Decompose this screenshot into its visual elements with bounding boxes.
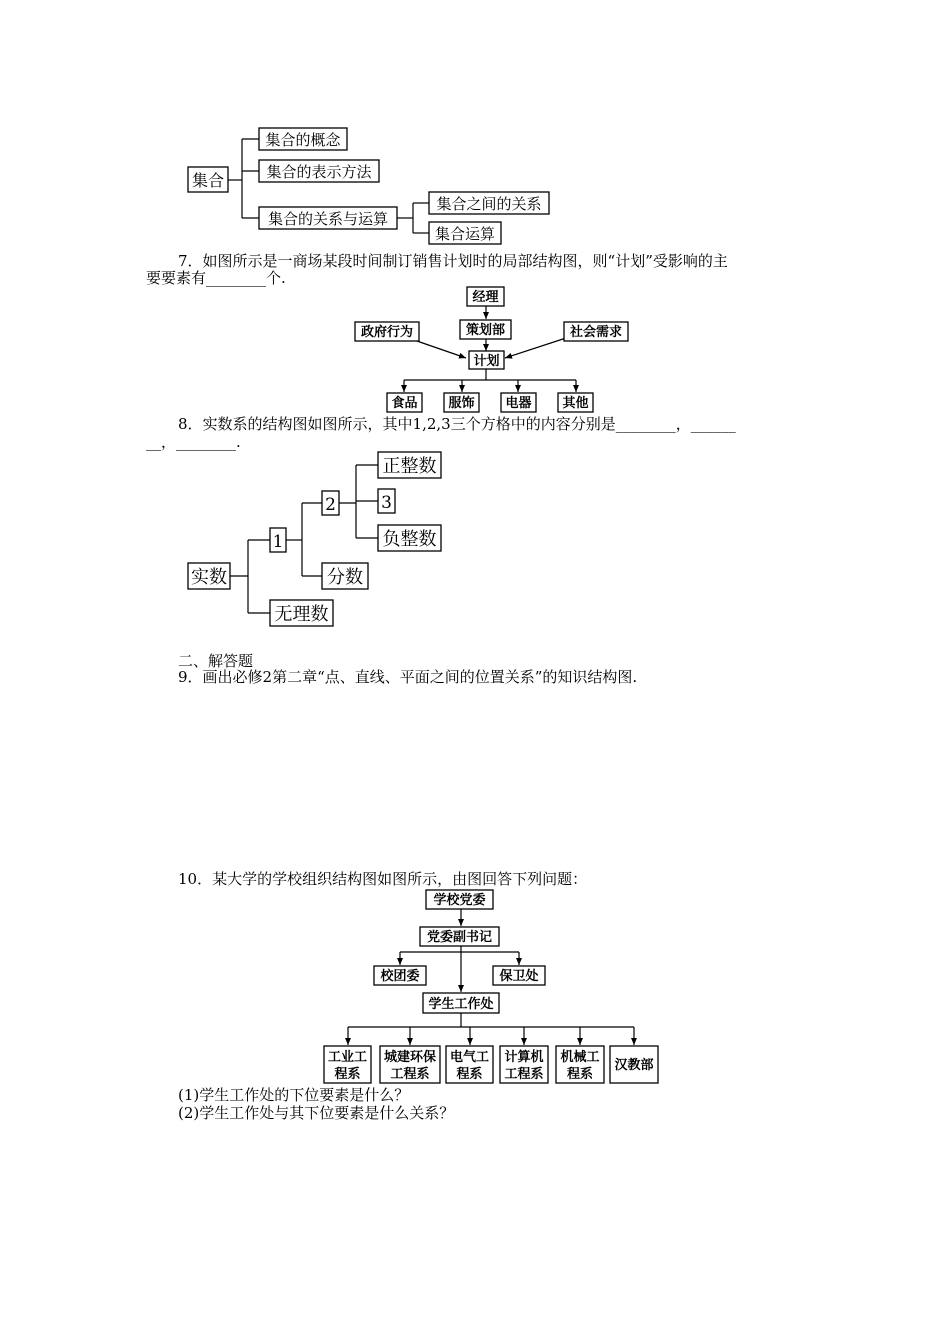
q10-node-deputy-secretary: 党委副书记 [426,930,493,945]
q7-node-manager: 经理 [472,290,499,305]
sets-relations-label: 集合之间的关系 [436,195,542,213]
q10-dept1-line2: 程系 [334,1067,361,1082]
q10-sub1: (1)学生工作处的下位要素是什么？ [178,1086,410,1104]
q10-node-security: 保卫处 [499,969,539,984]
q10-dept6-label: 汉教部 [614,1058,654,1073]
q7-node-plan: 计划 [473,354,500,369]
q10-node-student-affairs: 学生工作处 [428,997,494,1012]
q7-node-planning-dept: 策划部 [465,323,506,338]
q10-dept4-line1: 计算机 [504,1050,544,1065]
q7-node-social-demand: 社会需求 [569,325,623,340]
q7-node-appliances: 电器 [505,396,532,411]
q8-node-irrational: 无理数 [274,604,329,625]
q8-text-line1: 8．实数系的结构图如图所示，其中1,2,3三个方格中的内容分别是________，______ [178,415,736,433]
q8-text-line2: __，________. [146,433,241,451]
q8-node-box1: 1 [272,532,284,552]
q10-dept5-line1: 机械工 [560,1050,600,1065]
q10-intro: 10．某大学的学校组织结构图如图所示，由图回答下列问题： [178,870,588,888]
q8-node-real: 实数 [191,567,227,588]
q8-node-fraction: 分数 [327,567,363,588]
q10-node-party-committee: 学校党委 [433,893,486,908]
q10-dept3-line2: 程系 [456,1067,483,1082]
q8-node-box3: 3 [381,493,392,513]
q7-text-line2: 要要素有________个. [146,269,286,287]
sets-root-label: 集合 [191,171,225,190]
q8-node-box2: 2 [325,495,336,515]
sets-relation-ops-label: 集合的关系与运算 [267,210,389,228]
q8-node-positive-int: 正整数 [382,456,437,477]
q10-sub2: (2)学生工作处与其下位要素是什么关系？ [178,1104,455,1122]
sets-concept-label: 集合的概念 [265,131,341,149]
q10-dept2-line1: 城建环保 [383,1050,437,1065]
q7-text-line1: 7．如图所示是一商场某段时间制订销售计划时的局部结构图，则“计划”受影响的主 [178,252,728,270]
q10-dept3-line1: 电气工 [449,1050,490,1065]
q10-dept2-line2: 工程系 [390,1067,430,1082]
section2-heading: 二、解答题 [178,652,254,670]
sets-representation-label: 集合的表示方法 [266,163,372,181]
q8-node-negative-int: 负整数 [382,529,437,550]
sets-operations-label: 集合运算 [434,225,496,243]
q7-node-others: 其他 [562,396,589,411]
q7-node-food: 食品 [391,396,418,411]
q9-text: 9．画出必修2第二章“点、直线、平面之间的位置关系”的知识结构图. [178,668,638,686]
q10-node-youth-league: 校团委 [380,969,420,984]
q10-dept1-line1: 工业工 [327,1050,368,1065]
q7-node-clothing: 服饰 [448,396,475,411]
q10-dept5-line2: 程系 [566,1067,594,1082]
q10-dept4-line2: 工程系 [504,1067,544,1082]
q7-node-government: 政府行为 [360,325,414,340]
